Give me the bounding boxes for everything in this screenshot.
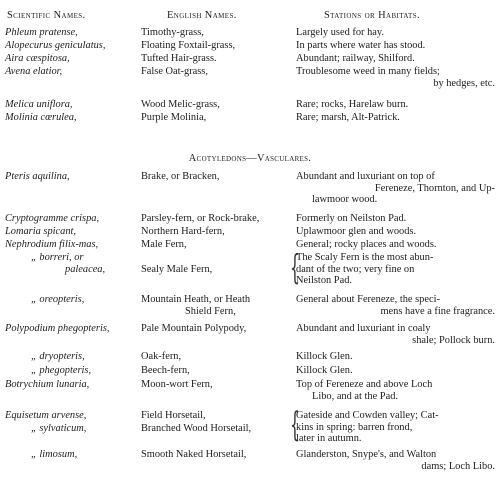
scientific-name-line: „ borreri, or xyxy=(31,252,84,263)
habitat: Uplawmoor glen and woods. xyxy=(296,226,417,237)
scientific-name: „ oreopteris, xyxy=(31,294,85,305)
scientific-name: Pteris aquilina, xyxy=(5,171,70,182)
habitat-line: Neilston Pad. xyxy=(296,275,352,287)
habitat xyxy=(296,66,495,89)
english-name: Timothy-grass, xyxy=(141,27,204,38)
habitat-line: The Scaly Fern is the most abun- xyxy=(296,252,434,263)
english-name: Wood Melic-grass, xyxy=(141,99,220,110)
header-stations: Stations or Habitats. xyxy=(324,10,421,21)
english-name-line: Mountain Heath, or Heath xyxy=(141,294,251,305)
habitat-line: Glanderston, Snype's, and Walton xyxy=(296,449,437,460)
brace-mark: { xyxy=(289,405,300,445)
scientific-name: „ dryopteris, xyxy=(31,351,85,362)
habitat xyxy=(296,252,495,287)
english-name: Brake, or Bracken, xyxy=(141,171,220,182)
habitat-line: by hedges, etc. xyxy=(433,77,495,89)
scientific-name: Equisetum arvense, xyxy=(5,410,87,421)
scientific-name: „ phegopteris, xyxy=(31,365,92,376)
english-name: Floating Foxtail-grass, xyxy=(141,40,236,51)
scientific-name: Melica uniflora, xyxy=(5,99,73,110)
english-name: Northern Hard-fern, xyxy=(141,226,225,237)
english-name: Tufted Hair-grass. xyxy=(141,53,217,64)
habitat xyxy=(296,171,495,206)
scientific-name: Molinia cœrulea, xyxy=(5,112,77,123)
habitat-line: General about Fereneze, the speci- xyxy=(296,294,440,305)
english-name: Male Fern, xyxy=(141,239,187,250)
scientific-name: Phleum pratense, xyxy=(5,27,78,38)
scientific-name: Cryptogramme crispa, xyxy=(5,213,100,224)
habitat-line: kins in spring: barren frond, xyxy=(296,421,413,433)
habitat: Abundant; railway, Shilford. xyxy=(296,53,415,64)
english-name-line: Shield Fern, xyxy=(185,305,236,317)
habitat: Rare; rocks, Harelaw burn. xyxy=(296,99,409,110)
habitat: Formerly on Neilston Pad. xyxy=(296,213,407,224)
habitat-line: Abundant and luxuriant on top of xyxy=(296,171,435,182)
header-english-names: English Names. xyxy=(167,10,237,21)
section-title: Acotyledons—Vasculares. xyxy=(188,153,312,164)
english-name: Oak-fern, xyxy=(141,351,182,362)
english-name: Branched Wood Horsetail, xyxy=(141,423,252,434)
habitat xyxy=(296,449,495,472)
habitat-line: Gateside and Cowden valley; Cat- xyxy=(296,410,439,421)
habitat xyxy=(296,323,495,346)
english-name: Beech-fern, xyxy=(141,365,190,376)
habitat-line: Top of Fereneze and above Loch xyxy=(296,379,433,390)
english-name: Smooth Naked Horsetail, xyxy=(141,449,247,460)
habitat-line: Fereneze, Thornton, and Up- xyxy=(374,182,495,194)
habitat-line: lawmoor wood. xyxy=(312,194,378,206)
habitat-line: Troublesome weed in many fields; xyxy=(296,66,440,77)
scientific-name: Nephrodium filix-mas, xyxy=(5,239,99,250)
english-name xyxy=(141,294,298,317)
scientific-name: Aira cæspitosa, xyxy=(5,53,70,64)
english-name: Sealy Male Fern, xyxy=(141,264,213,275)
habitat-line: Libo, and at the Pad. xyxy=(312,390,398,402)
habitat-line: later in autumn. xyxy=(296,433,362,445)
brace-mark: { xyxy=(289,248,300,288)
scientific-name-line: paleacea, xyxy=(65,263,106,275)
scientific-name: Alopecurus geniculatus, xyxy=(5,40,106,51)
habitat xyxy=(296,410,495,445)
scientific-name: Avena elatior, xyxy=(5,66,63,77)
habitat-line: dams; Loch Libo. xyxy=(421,460,495,472)
habitat xyxy=(296,379,495,402)
habitat-line: dant of the two; very fine on xyxy=(296,263,415,275)
english-name: Parsley-fern, or Rock-brake, xyxy=(141,213,260,224)
scientific-name: „ limosum, xyxy=(31,449,78,460)
scientific-name: „ sylvaticum, xyxy=(31,423,87,434)
english-name: Moon-wort Fern, xyxy=(141,379,213,390)
habitat: Killock Glen. xyxy=(296,365,353,376)
scientific-name xyxy=(5,252,137,275)
english-name: False Oat-grass, xyxy=(141,66,208,77)
habitat: General; rocky places and woods. xyxy=(296,239,437,250)
english-name: Pale Mountain Polypody, xyxy=(141,323,247,334)
english-name: Purple Molinia, xyxy=(141,112,207,123)
english-name: Field Horsetail, xyxy=(141,410,206,421)
habitat: Rare; marsh, Alt-Patrick. xyxy=(296,112,400,123)
habitat xyxy=(296,294,495,317)
header-scientific-names: Scientific Names. xyxy=(7,10,86,21)
habitat-line: Abundant and luxuriant in coaly xyxy=(296,323,431,334)
scientific-name: Polypodium phegopteris, xyxy=(5,323,110,334)
habitat: In parts where water has stood. xyxy=(296,40,426,51)
scientific-name: Lomaria spicant, xyxy=(5,226,77,237)
habitat: Largely used for hay. xyxy=(296,27,384,38)
scientific-name: Botrychium lunaria, xyxy=(5,379,90,390)
habitat: Killock Glen. xyxy=(296,351,353,362)
habitat-line: mens have a fine fragrance. xyxy=(380,305,495,317)
habitat-line: shale; Pollock burn. xyxy=(412,334,495,346)
